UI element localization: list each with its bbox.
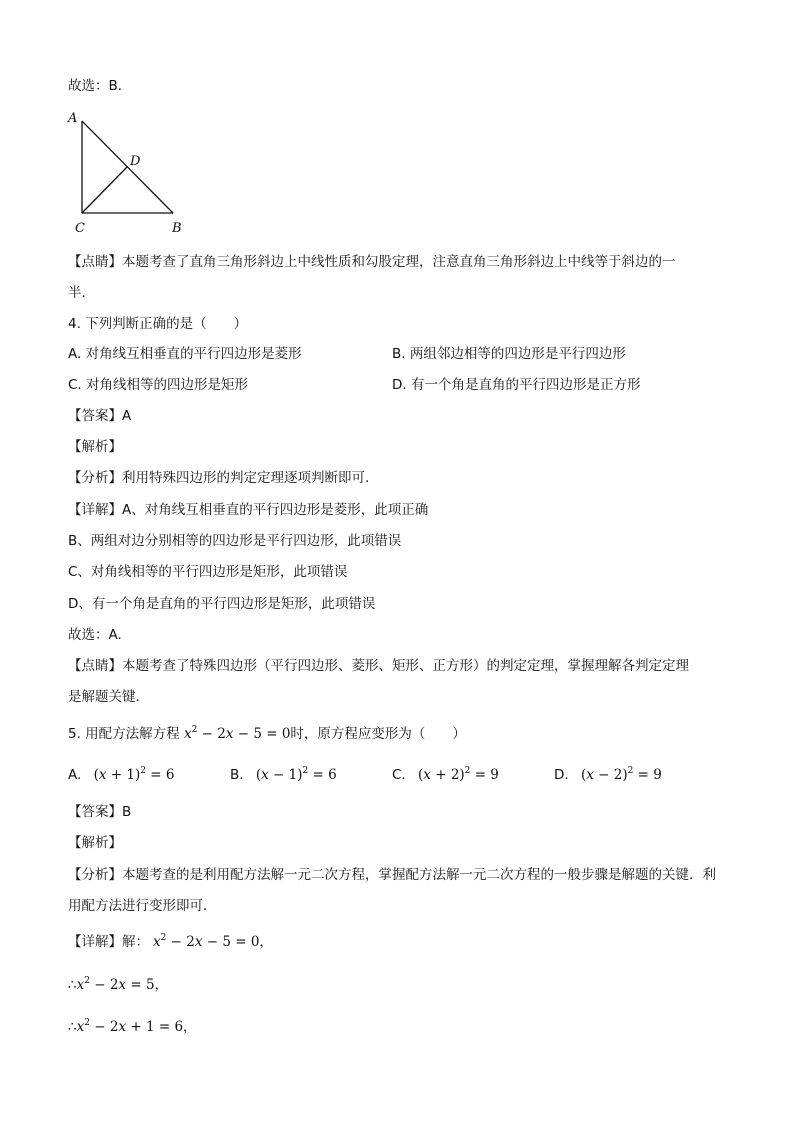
question-4-title: 4. 下列判断正确的是（ ）	[68, 316, 248, 332]
label-b: B	[172, 221, 182, 236]
q5-analysis-cont: 用配方法进行变形即可．	[68, 898, 217, 914]
q5-equation: $x^2 - 2x - 5 = 0$	[183, 725, 291, 742]
therefore-symbol-2: ∴	[68, 1019, 77, 1035]
q5-suffix: 时，原方程应变形为（ ）	[290, 726, 466, 742]
q4-dianjing-cont: 是解题关键.	[68, 689, 140, 705]
q4-analysis-heading: 【解析】	[68, 439, 122, 455]
q5-analysis-heading: 【解析】	[68, 835, 122, 851]
label-a: A	[68, 111, 78, 126]
median-cd	[82, 167, 127, 213]
q5-option-c	[392, 765, 499, 785]
q5-option-b-expr: $(x - 1)^2 = 6$	[255, 766, 337, 783]
solution-eq-2: $x^2 - 2x + 1 = 6$，	[76, 1018, 197, 1035]
q4-analysis: 【分析】利用特殊四边形的判定定理逐项判断即可.	[68, 470, 370, 486]
q5-option-d-label: D.	[554, 767, 569, 783]
q4-option-d: D. 有一个角是直角的平行四边形是正方形	[392, 377, 641, 393]
q5-prefix: 5. 用配方法解方程	[68, 726, 184, 742]
triangle-figure	[66, 108, 196, 238]
q5-solution-intro	[68, 932, 273, 952]
q4-answer: 【答案】A	[68, 408, 132, 424]
q5-option-d-expr: $(x - 2)^2 = 9$	[580, 766, 662, 783]
q4-detail-a: 【详解】A、对角线互相垂直的平行四边形是菱形，此项正确	[68, 502, 429, 518]
q5-option-a-expr: $(x + 1)^2 = 6$	[93, 766, 175, 783]
q4-detail-b: B、两组对边分别相等的四边形是平行四边形，此项错误	[68, 533, 402, 549]
q5-solution-step-1	[68, 975, 168, 995]
q4-option-c: C. 对角线相等的四边形是矩形	[68, 377, 249, 393]
q5-option-d	[554, 765, 662, 785]
line-dianjing-1-cont: 半．	[68, 285, 95, 301]
q4-option-b: B. 两组邻边相等的四边形是平行四边形	[392, 346, 626, 362]
q5-solution-step-2	[68, 1017, 197, 1037]
q5-answer: 【答案】B	[68, 804, 132, 820]
solution-eq-1: $x^2 - 2x = 5$，	[76, 976, 169, 993]
line-answer-b: 故选：B．	[68, 78, 132, 94]
q4-dianjing: 【点睛】本题考查了特殊四边形（平行四边形、菱形、矩形、正方形）的判定定理，掌握理解各判定定理	[68, 658, 689, 674]
q4-detail-c: C、对角线相等的平行四边形是矩形，此项错误	[68, 564, 348, 580]
q5-option-a	[68, 765, 174, 785]
q5-analysis: 【分析】本题考查的是利用配方法解一元二次方程，掌握配方法解一元二次方程的一般步骤是解题的关键．利	[68, 867, 716, 883]
question-5-title	[68, 724, 466, 744]
q4-choice: 故选：A.	[68, 627, 122, 643]
label-c: C	[75, 221, 85, 236]
q4-option-a: A. 对角线互相垂直的平行四边形是菱形	[68, 346, 302, 362]
therefore-symbol-1: ∴	[68, 977, 77, 993]
q5-option-c-label: C.	[392, 767, 406, 783]
line-dianjing-1: 【点睛】本题考查了直角三角形斜边上中线性质和勾股定理，注意直角三角形斜边上中线等于斜边的一	[68, 254, 676, 270]
solution-eq-0: $x^2 - 2x - 5 = 0$，	[153, 933, 273, 950]
solution-intro-text: 【详解】解：	[68, 934, 149, 950]
q5-option-b-label: B.	[230, 767, 244, 783]
q4-detail-d: D、有一个角是直角的平行四边形是矩形，此项错误	[68, 596, 376, 612]
q5-option-b	[230, 765, 337, 785]
q5-option-a-label: A.	[68, 767, 82, 783]
q5-option-c-expr: $(x + 2)^2 = 9$	[418, 766, 499, 783]
label-d: D	[130, 154, 141, 169]
